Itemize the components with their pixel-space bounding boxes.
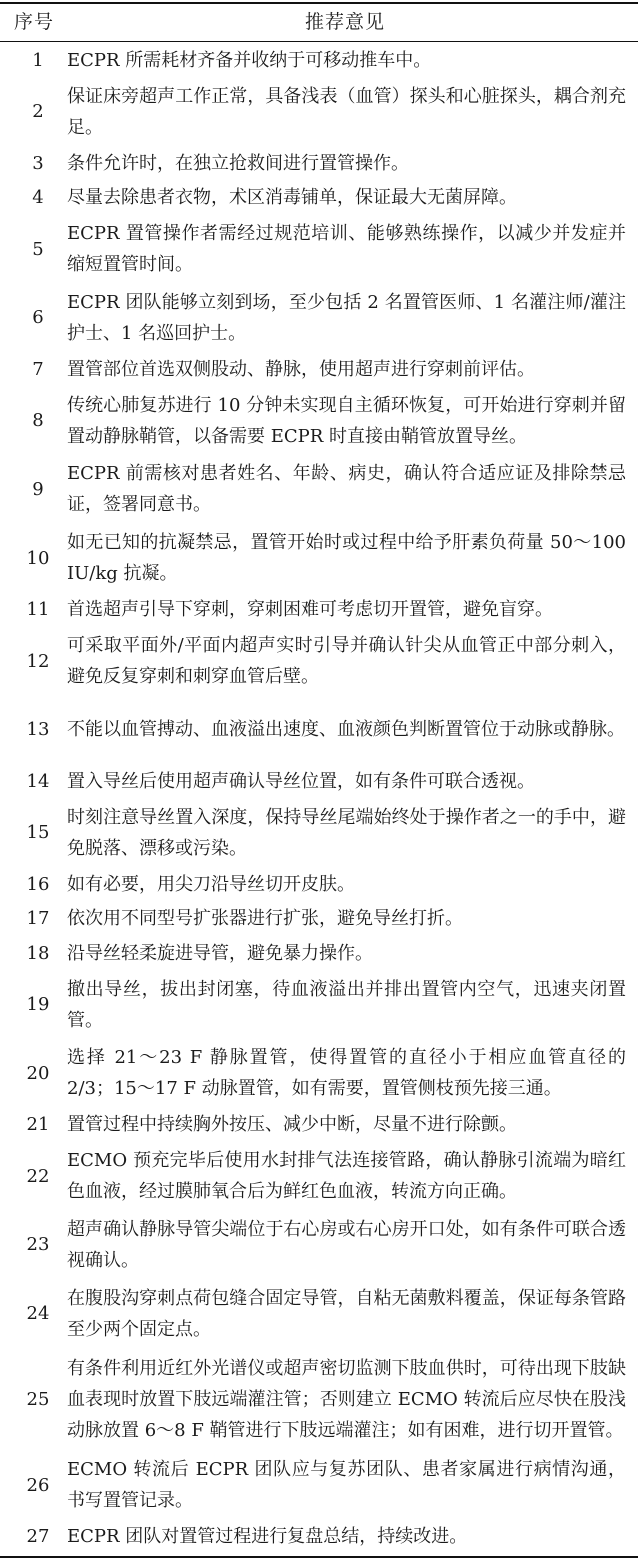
row-number: 8: [32, 410, 44, 432]
row-recommendation-text: [67, 386, 626, 455]
row-number: 11: [26, 599, 50, 621]
row-number: 12: [26, 650, 50, 672]
row-text: 尽量去除患者衣物，术区消毒铺单，保证最大无菌屏障。: [67, 187, 517, 209]
table-row: [0, 283, 638, 352]
row-recommendation-text: [67, 1211, 626, 1280]
row-number: 21: [26, 1114, 50, 1136]
row-recommendation-text: [67, 43, 626, 77]
row-text: 传统心肺复苏进行 10 分钟未实现自主循环恢复，可开始进行穿刺并留置动静脉鞘管，以备需要 ECPR 时直接由鞘管放置导丝。: [67, 394, 626, 447]
row-recommendation-text: [67, 1348, 626, 1451]
row-number: 4: [32, 187, 44, 209]
table-header-rule: [0, 41, 638, 42]
row-recommendation-text: [67, 283, 626, 352]
row-recommendation-text: [67, 455, 626, 524]
row-text: ECPR 所需耗材齐备并收纳于可移动推车中。: [67, 49, 432, 71]
row-text: 在腹股沟穿刺点荷包缝合固定导管，自粘无菌敷料覆盖，保证每条管路至少两个固定点。: [67, 1287, 626, 1340]
row-number: 24: [26, 1303, 50, 1325]
row-text: 超声确认静脉导管尖端位于右心房或右心房开口处，如有条件可联合透视确认。: [67, 1218, 626, 1271]
row-number: 17: [26, 908, 50, 930]
row-recommendation-text: [67, 1142, 626, 1211]
row-number: 22: [26, 1165, 50, 1187]
row-recommendation-text: [67, 627, 626, 696]
table-row: [0, 799, 638, 868]
row-recommendation-text: [67, 180, 626, 214]
row-text: 选择 21～23 F 静脉置管，使得置管的直径小于相应血管直径的 2/3；15～17 F 动脉置管，如有需要，置管侧枝预先接三通。: [67, 1047, 626, 1100]
row-number: 10: [26, 547, 50, 569]
row-number: 20: [26, 1062, 50, 1084]
row-number: 23: [26, 1234, 50, 1256]
row-number: 2: [32, 101, 44, 123]
row-text: ECPR 前需核对患者姓名、年龄、病史，确认符合适应证及排除禁忌证，签署同意书。: [67, 463, 626, 516]
row-text: 如有必要，用尖刀沿导丝切开皮肤。: [67, 873, 355, 895]
row-number: 27: [26, 1526, 50, 1548]
table-row: [0, 352, 638, 386]
table-row: [0, 936, 638, 970]
table-row: [0, 386, 638, 455]
row-recommendation-text: [67, 1108, 626, 1142]
table-row: [0, 146, 638, 180]
row-text: 首选超声引导下穿刺，穿刺困难可考虑切开置管，避免盲穿。: [67, 599, 553, 621]
row-recommendation-text: [67, 215, 626, 284]
row-recommendation-text: [67, 936, 626, 970]
table-row: [0, 1451, 638, 1520]
row-number: 14: [26, 770, 50, 792]
row-recommendation-text: [67, 524, 626, 593]
row-number: 13: [26, 719, 50, 741]
row-recommendation-text: [67, 902, 626, 936]
row-text: 撤出导丝，拔出封闭塞，待血液溢出并排出置管内空气，迅速夹闭置管。: [67, 978, 626, 1031]
row-recommendation-text: [67, 77, 626, 146]
row-recommendation-text: [67, 970, 626, 1039]
table-row: [0, 180, 638, 214]
table-row: [0, 1142, 638, 1211]
table-row: [0, 43, 638, 77]
row-text: 有条件利用近红外光谱仪或超声密切监测下肢血供时，可待出现下肢缺血表现时放置下肢远端灌注管；否则建立 ECMO 转流后应尽快在股浅动脉放置 6～8 F 鞘管进行下肢远端灌注；如有困难，进行切开置管。: [67, 1357, 626, 1441]
table-row: [0, 1520, 638, 1554]
row-text: 置入导丝后使用超声确认导丝位置，如有条件可联合透视。: [67, 770, 535, 792]
header-recommendation: 推荐意见: [305, 11, 386, 33]
table-row: [0, 902, 638, 936]
table-row: [0, 970, 638, 1039]
header-number: 序号: [14, 11, 55, 33]
row-number: 18: [26, 942, 50, 964]
row-recommendation-text: [67, 146, 626, 180]
row-number: 19: [26, 994, 50, 1016]
row-text: 条件允许时，在独立抢救间进行置管操作。: [67, 152, 409, 174]
table-row: [0, 867, 638, 901]
row-recommendation-text: [67, 799, 626, 868]
row-text: 依次用不同型号扩张器进行扩张，避免导丝打折。: [67, 908, 463, 930]
row-number: 26: [26, 1474, 50, 1496]
row-number: 15: [26, 822, 50, 844]
table-row: [0, 764, 638, 798]
table-row: [0, 695, 638, 764]
row-text: ECPR 团队对置管过程进行复盘总结，持续改进。: [67, 1526, 468, 1548]
row-text: 置管部位首选双侧股动、静脉，使用超声进行穿刺前评估。: [67, 358, 535, 380]
row-text: 如无已知的抗凝禁忌，置管开始时或过程中给予肝素负荷量 50～100 IU/kg 抗凝。: [67, 532, 626, 585]
row-recommendation-text: [67, 1451, 626, 1520]
row-text: ECPR 置管操作者需经过规范培训、能够熟练操作，以减少并发症并缩短置管时间。: [67, 223, 626, 276]
row-text: 保证床旁超声工作正常，具备浅表（血管）探头和心脏探头，耦合剂充足。: [67, 85, 626, 138]
row-number: 16: [26, 873, 50, 895]
table-row: [0, 1348, 638, 1451]
row-number: 3: [32, 152, 44, 174]
table-body: [0, 43, 638, 1554]
row-number: 9: [32, 478, 44, 500]
row-recommendation-text: [67, 1279, 626, 1348]
table-row: [0, 215, 638, 284]
table-row: [0, 627, 638, 696]
row-text: ECPR 团队能够立刻到场，至少包括 2 名置管医师、1 名灌注师/灌注护士、1 名巡回护士。: [67, 291, 626, 344]
table-row: [0, 1211, 638, 1280]
table-row: [0, 524, 638, 593]
table-row: [0, 77, 638, 146]
table-row: [0, 1039, 638, 1108]
row-text: 可采取平面外/平面内超声实时引导并确认针尖从血管正中部分刺入，避免反复穿刺和刺穿血管后壁。: [67, 635, 626, 688]
table-row: [0, 1279, 638, 1348]
row-recommendation-text: [67, 352, 626, 386]
row-text: 置管过程中持续胸外按压、减少中断，尽量不进行除颤。: [67, 1114, 517, 1136]
table-row: [0, 455, 638, 524]
row-text: ECMO 转流后 ECPR 团队应与复苏团队、患者家属进行病情沟通，书写置管记录。: [67, 1459, 626, 1512]
table-bottom-rule: [0, 1556, 638, 1558]
row-recommendation-text: [67, 1039, 626, 1108]
row-recommendation-text: [67, 592, 626, 626]
row-number: 7: [32, 358, 44, 380]
row-text: 时刻注意导丝置入深度，保持导丝尾端始终处于操作者之一的手中，避免脱落、漂移或污染。: [67, 806, 626, 859]
row-text: 不能以血管搏动、血液溢出速度、血液颜色判断置管位于动脉或静脉。: [67, 719, 625, 741]
row-recommendation-text: [67, 695, 626, 764]
table-row: [0, 1108, 638, 1142]
table-header: [0, 4, 638, 40]
row-number: 6: [32, 307, 44, 329]
row-recommendation-text: [67, 1520, 626, 1554]
row-text: 沿导丝轻柔旋进导管，避免暴力操作。: [67, 942, 373, 964]
row-recommendation-text: [67, 764, 626, 798]
row-text: ECMO 预充完毕后使用水封排气法连接管路，确认静脉引流端为暗红色血液，经过膜肺氧合后为鲜红色血液，转流方向正确。: [67, 1150, 626, 1203]
row-recommendation-text: [67, 867, 626, 901]
row-number: 25: [26, 1388, 50, 1410]
row-number: 5: [32, 238, 44, 260]
row-number: 1: [32, 49, 44, 71]
table-row: [0, 592, 638, 626]
